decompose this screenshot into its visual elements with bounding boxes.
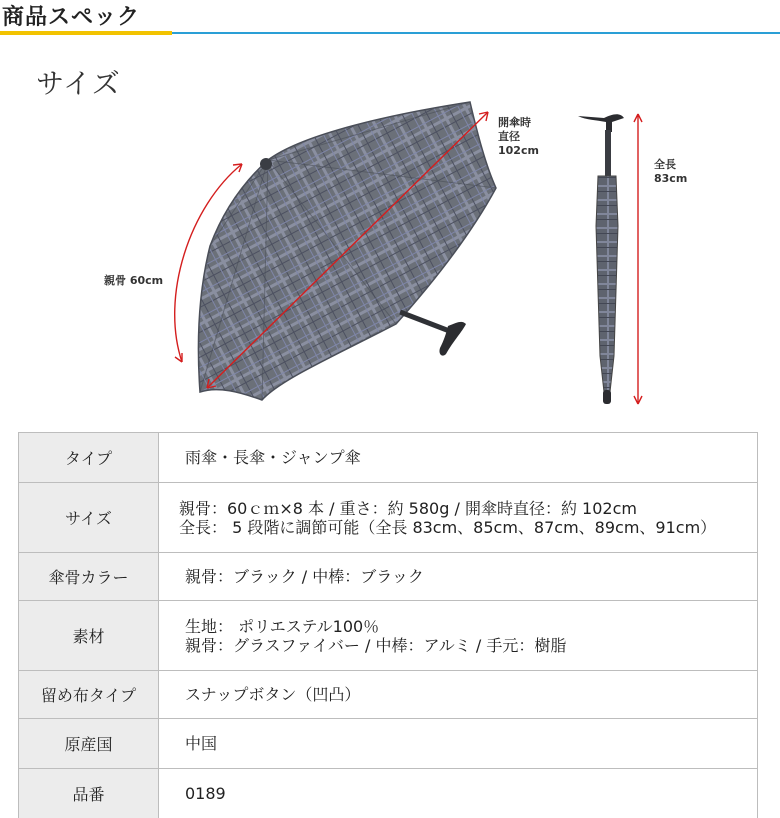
umbrella-figure (0, 96, 780, 416)
spec-table (18, 432, 758, 818)
spec-value-strap-type (159, 671, 758, 719)
spec-value-size (159, 483, 758, 553)
table-row (19, 433, 758, 483)
spec-value-line: 親骨：グラスファイバー / 中棒：アルミ / 手元：樹脂 (185, 635, 567, 655)
spec-label-size: サイズ (19, 483, 159, 553)
table-row (19, 671, 758, 719)
header-accent-blue (172, 32, 780, 34)
spec-value-line: 0189 (185, 784, 226, 803)
header-title: 商品スペック (2, 5, 141, 30)
spec-value-material (159, 601, 758, 671)
header-accent-yellow (0, 31, 172, 35)
spec-value-line: 全長： 5 段階に調節可能（全長 83cm、85cm、87cm、89cm、91cm） (179, 517, 717, 537)
table-row (19, 483, 758, 553)
spec-label-origin: 原産国 (19, 719, 159, 769)
diameter-label-line-3: 102cm (498, 144, 539, 157)
spec-value-product-number (159, 769, 758, 818)
section-title-size: サイズ (36, 67, 121, 100)
spec-label-frame-color: 傘骨カラー (19, 553, 159, 601)
spec-value-type (159, 433, 758, 483)
spec-value-line: スナップボタン（凹凸） (185, 685, 361, 704)
spec-value-line: 親骨：ブラック / 中棒：ブラック (185, 567, 424, 586)
spec-value-line: 中国 (185, 734, 218, 753)
table-row (19, 553, 758, 601)
closed-umbrella (578, 114, 624, 404)
spec-value-frame-color (159, 553, 758, 601)
total-length-label-line-1: 全長 (654, 158, 676, 171)
spec-value-line: 雨傘・長傘・ジャンプ傘 (185, 448, 361, 467)
spec-label-type: タイプ (19, 433, 159, 483)
page-header (0, 0, 780, 36)
table-row (19, 601, 758, 671)
spec-label-product-number: 品番 (19, 769, 159, 818)
diameter-label-line-2: 直径 (498, 130, 520, 143)
diameter-label (498, 116, 539, 158)
spec-value-line: 親骨：60ｃｍ×8 本 / 重さ：約 580g / 開傘時直径：約 102cm (179, 498, 637, 518)
table-row (19, 769, 758, 818)
spec-value-origin (159, 719, 758, 769)
spec-label-material: 素材 (19, 601, 159, 671)
diameter-label-line-1: 開傘時 (498, 116, 531, 129)
total-length-label-line-2: 83cm (654, 172, 688, 185)
rib-length-label: 親骨 60cm (104, 274, 164, 287)
spec-label-strap-type: 留め布タイプ (19, 671, 159, 719)
total-length-label (654, 158, 687, 186)
spec-value-line: 生地： ポリエステル100％ (185, 616, 380, 636)
umbrella-illustration (0, 96, 780, 416)
table-row (19, 719, 758, 769)
